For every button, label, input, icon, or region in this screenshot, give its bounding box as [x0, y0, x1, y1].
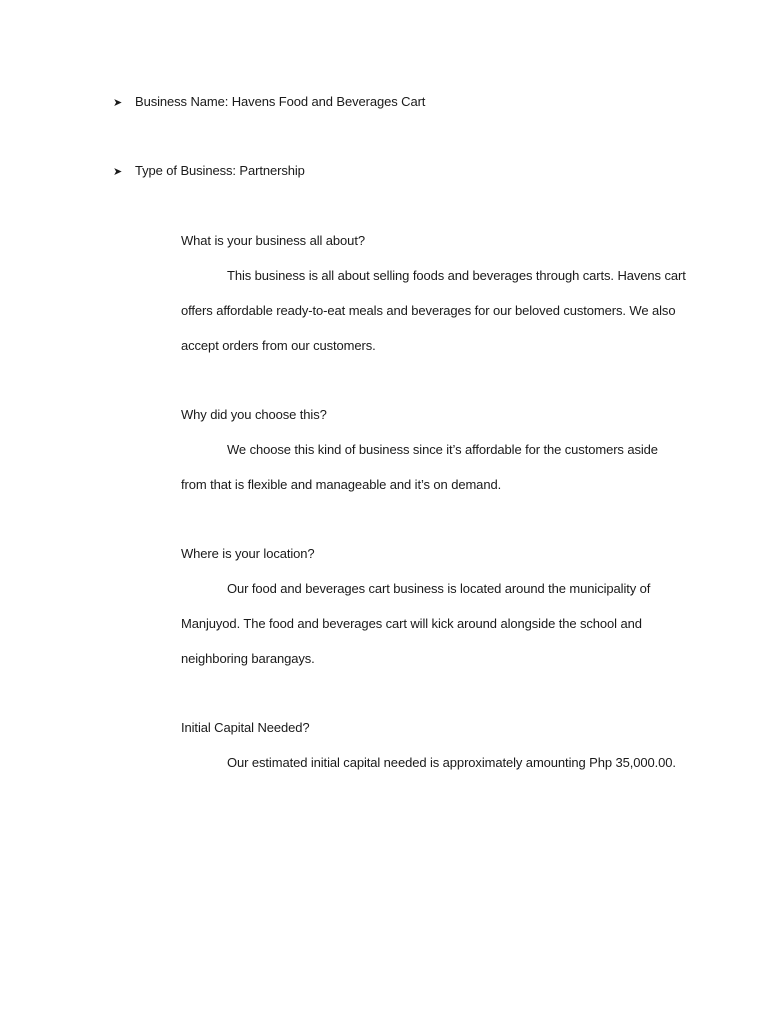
- business-type-item: [113, 163, 305, 180]
- business-type-text: Type of Business: Partnership: [135, 163, 305, 178]
- arrowhead-bullet-icon: ➤: [113, 166, 123, 178]
- arrowhead-bullet-icon: ➤: [113, 97, 123, 109]
- answer-about-line-3: accept orders from our customers.: [181, 338, 376, 353]
- business-name-text: Business Name: Havens Food and Beverages Cart: [135, 94, 426, 109]
- question-about: What is your business all about?: [181, 233, 365, 248]
- answer-about-line-1: This business is all about selling foods and beverages through carts. Havens cart: [227, 268, 686, 283]
- question-why: Why did you choose this?: [181, 407, 327, 422]
- answer-why-line-2: from that is flexible and manageable and it’s on demand.: [181, 477, 502, 492]
- answer-location-line-1: Our food and beverages cart business is located around the municipality of: [227, 581, 651, 596]
- answer-capital-line-1: Our estimated initial capital needed is approximately amounting Php 35,000.00.: [227, 755, 676, 770]
- business-name-item: [113, 94, 425, 111]
- question-capital: Initial Capital Needed?: [181, 720, 310, 735]
- answer-location-line-2: Manjuyod. The food and beverages cart will kick around alongside the school and: [181, 616, 642, 631]
- answer-about-line-2: offers affordable ready-to-eat meals and beverages for our beloved customers. We also: [181, 303, 676, 318]
- answer-location-line-3: neighboring barangays.: [181, 651, 315, 666]
- answer-why-line-1: We choose this kind of business since it’s affordable for the customers aside: [227, 442, 658, 457]
- question-location: Where is your location?: [181, 546, 315, 561]
